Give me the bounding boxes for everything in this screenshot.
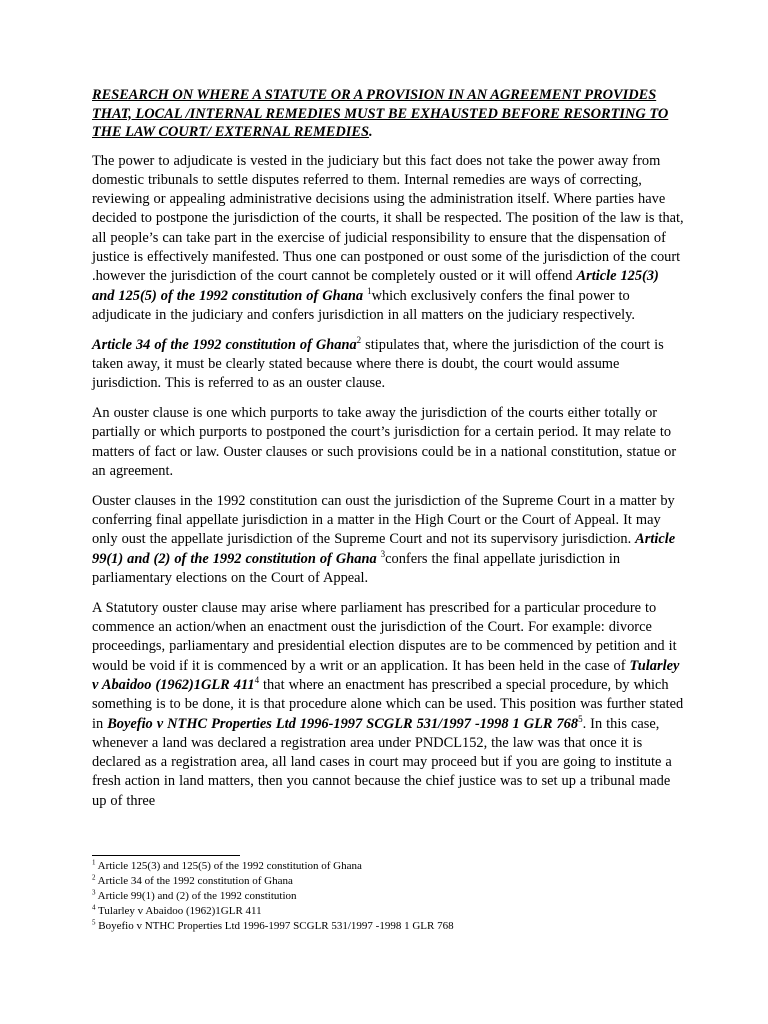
p3-text-1: An ouster clause is one which purports to take away the jurisdiction of the courts either totally or partially or which purports to postponed the court’s jurisdiction for a certain period. It may relate to matters of fact or law. Ouster clauses or such provisions could be in a national constitution, statue or an agreement. — [92, 405, 677, 479]
p4-text-1: Ouster clauses in the 1992 constitution can oust the jurisdiction of the Supreme Court in a matter by conferring final appellate jurisdiction in a matter in the High Court or the Court of Appeal. It may only oust the appellate jurisdiction of the Supreme Court and not its supervisory jurisdiction. — [92, 492, 675, 548]
document-body — [92, 86, 684, 822]
p1-text-1: The power to adjudicate is vested in the judiciary but this fact does not take the power away from domestic tribunals to settle disputes referred to them. Internal remedies are ways of correcting, reviewing or appealing administrative decisions using the administration itself. Where parties have decided to postpone the jurisdiction of the courts, it shall be respected. The position of the law is that, all people’s can take part in the exercise of judicial responsibility to ensure that the dispensation of justice is effectively manifested. Thus one can postponed or oust some of the jurisdiction of the court .however the jurisdiction of the court cannot be completely ousted or it will offend — [92, 152, 684, 285]
footnotes-section — [92, 855, 684, 934]
footnote-number: 2 — [92, 873, 96, 882]
p5-text-3: . In this case, whenever a land was declared a registration area under PNDCL152, the law was that once it is declared as a registration area, all land cases in court may proceed but if you are going to institute a fresh action in land matters, then you cannot because the chief justice was to set up a tribunal made up of three — [92, 715, 672, 809]
p5-text-1: A Statutory ouster clause may arise where parliament has prescribed for a particular procedure to commence an action/when an enactment oust the jurisdiction of the Court. For example: divorce proceedings, parliamentary and presidential election disputes are to be commenced by petition and it would be void if it is commenced by a writ or an application. It has been held in the case of — [92, 599, 677, 674]
footnote-number: 5 — [92, 918, 96, 927]
footnote-text: Article 99(1) and (2) of the 1992 constitution — [95, 890, 297, 902]
p4-citation-1: Article 99(1) and (2) of the 1992 constitution of Ghana — [92, 531, 676, 567]
footnote-number: 1 — [92, 858, 96, 867]
footnote-text: Article 125(3) and 125(5) of the 1992 constitution of Ghana — [95, 860, 362, 872]
p1-citation-1: Article 125(3) and 125(5) of the 1992 constitution of Ghana — [92, 268, 659, 304]
p5-text-2: that where an enactment has prescribed a special procedure, by which something is to be done, it is that procedure alone which can be used. This position was further stated in — [92, 676, 684, 732]
footnote-number: 4 — [92, 903, 96, 912]
title-text: RESEARCH ON WHERE A STATUTE OR A PROVISION IN AN AGREEMENT PROVIDES THAT, LOCAL /INTERNAL REMEDIES MUST BE EXHAUSTED BEFORE RESORTING TO THE LAW COURT/ EXTERNAL REMEDIES — [92, 87, 669, 140]
footnote-text: Tularley v Abaidoo (1962)1GLR 411 — [95, 905, 262, 917]
paragraph-2 — [92, 336, 684, 394]
footnote-5 — [92, 919, 684, 934]
document-title — [92, 86, 684, 142]
paragraph-5 — [92, 599, 684, 811]
footnote-number: 3 — [92, 888, 96, 897]
p5-citation-2: Boyefio v NTHC Properties Ltd 1996-1997 SCGLR 531/1997 -1998 1 GLR 768 — [107, 715, 579, 732]
paragraph-3 — [92, 404, 684, 481]
p1-text-2: which exclusively confers the final power to adjudicate in the judiciary and confers jurisdiction in all matters on the judiciary respectively. — [92, 287, 635, 323]
p4-text-2: confers the final appellate jurisdiction in parliamentary elections on the Court of Appeal. — [92, 550, 621, 586]
footnote-text: Boyefio v NTHC Properties Ltd 1996-1997 SCGLR 531/1997 -1998 1 GLR 768 — [95, 920, 454, 932]
title-end: . — [368, 124, 373, 140]
footnote-marker-4[interactable]: 4 — [254, 675, 260, 686]
p2-text-1: stipulates that, where the jurisdiction of the court is taken away, it must be clearly stated because where there is doubt, the court would assume jurisdiction. This is referred to as an ouster clause. — [92, 336, 664, 392]
footnote-separator — [92, 855, 240, 856]
footnote-3 — [92, 889, 684, 904]
footnote-marker-1[interactable]: 1 — [367, 285, 372, 296]
footnote-marker-5[interactable]: 5 — [578, 713, 583, 724]
footnote-marker-2[interactable]: 2 — [356, 334, 362, 345]
p5-citation-1: Tularley v Abaidoo (1962)1GLR 411 — [92, 657, 680, 693]
footnote-2 — [92, 874, 684, 889]
paragraph-4 — [92, 492, 684, 588]
p2-citation-1: Article 34 of the 1992 constitution of Ghana — [92, 336, 357, 353]
paragraph-1 — [92, 152, 684, 326]
footnote-1 — [92, 859, 684, 874]
footnote-text: Article 34 of the 1992 constitution of Ghana — [95, 875, 293, 887]
footnote-marker-3[interactable]: 3 — [380, 548, 386, 559]
footnote-4 — [92, 904, 684, 919]
